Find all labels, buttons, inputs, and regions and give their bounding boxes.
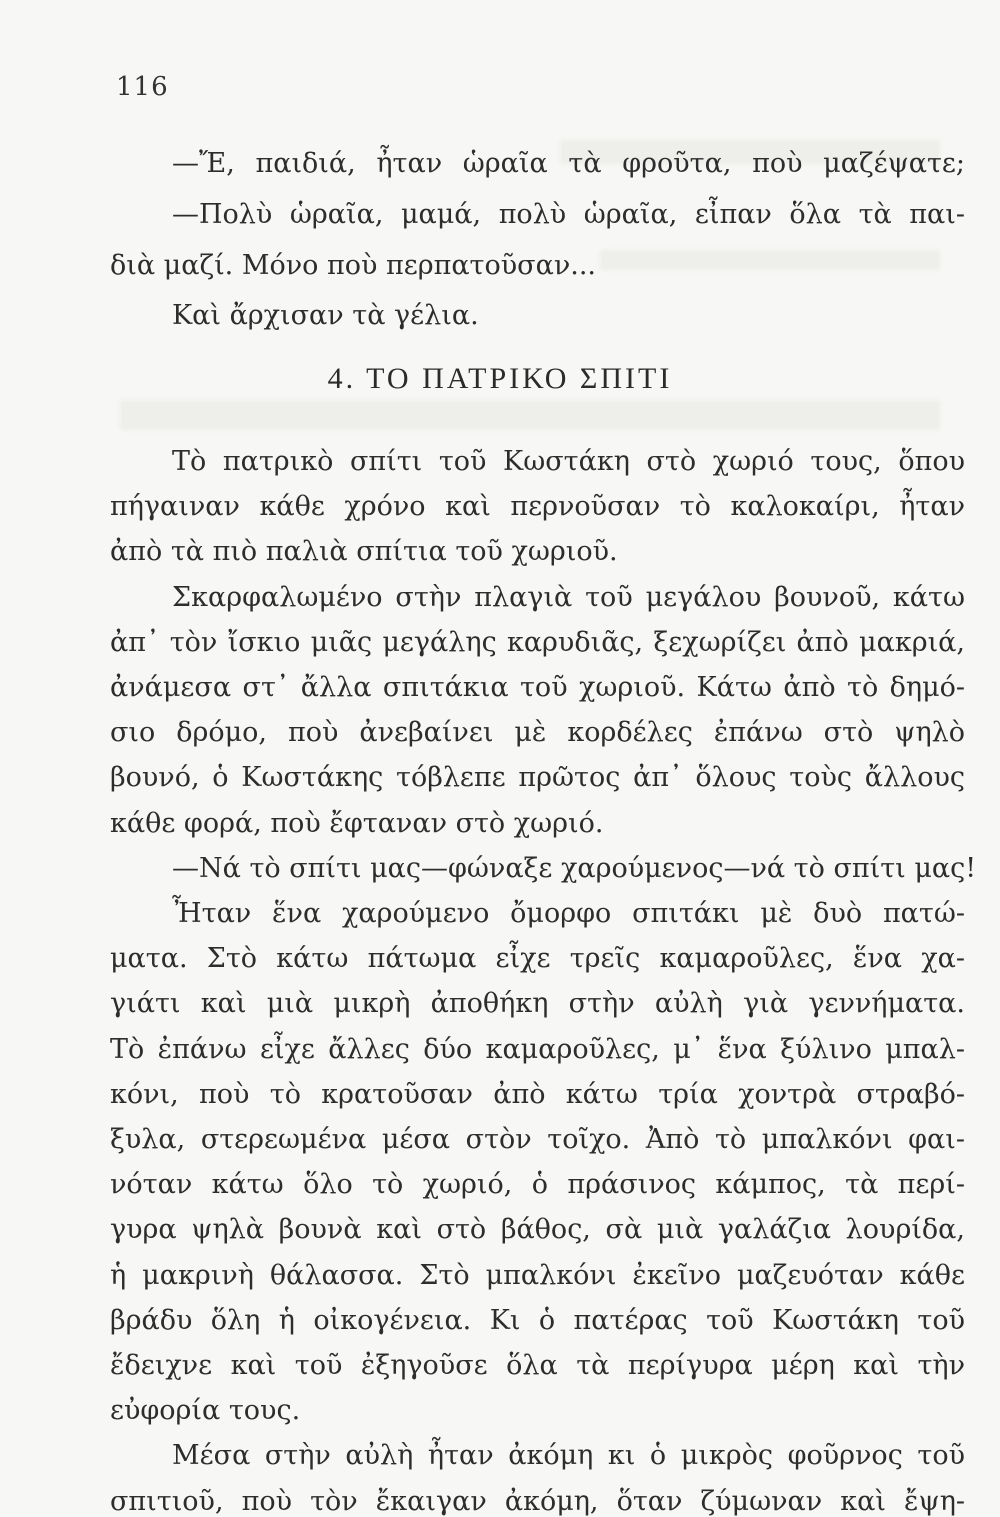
text-line: —Ἔ, παιδιά, ἦταν ὡραῖα τὰ φροῦτα, ποὺ μαζέψατε; (172, 148, 965, 179)
text-line: Ἦταν ἕνα χαρούμενο ὄμορφο σπιτάκι μὲ δυὸ πατώ- (172, 898, 965, 929)
text-line: ἀπὸ τὰ πιὸ παλιὰ σπίτια τοῦ χωριοῦ. (110, 536, 618, 567)
bleed-through-smudge (120, 400, 940, 430)
text-line: εὐφορία τους. (110, 1395, 301, 1426)
text-line: ἔδειχνε καὶ τοῦ ἐξηγοῦσε ὅλα τὰ περίγυρα μέρη καὶ τὴν (110, 1350, 965, 1381)
text-line: νόταν κάτω ὅλο τὸ χωριό, ὁ πράσινος κάμπος, τὰ περί- (110, 1169, 965, 1200)
text-line: —Νά τὸ σπίτι μας—φώναξε χαρούμενος—νά τὸ σπίτι μας! (172, 853, 977, 884)
text-line: ξυλα, στερεωμένα μέσα στὸν τοῖχο. Ἀπὸ τὸ μπαλκόνι φαι- (110, 1124, 965, 1155)
text-line: Καὶ ἄρχισαν τὰ γέλια. (172, 300, 479, 331)
text-line: βουνό, ὁ Κωστάκης τόβλεπε πρῶτος ἀπ᾽ ὅλους τοὺς ἄλλους (110, 762, 965, 793)
text-line: ἡ μακρινὴ θάλασσα. Στὸ μπαλκόνι ἐκεῖνο μαζευόταν κάθε (110, 1260, 965, 1291)
text-line: —Πολὺ ὡραῖα, μαμά, πολὺ ὡραῖα, εἶπαν ὅλα τὰ παι- (172, 199, 965, 230)
text-line: Τὸ πατρικὸ σπίτι τοῦ Κωστάκη στὸ χωριό τους, ὅπου (172, 446, 965, 477)
text-line: πήγαιναν κάθε χρόνο καὶ περνοῦσαν τὸ καλοκαίρι, ἦταν (110, 491, 965, 522)
text-line: βράδυ ὅλη ἡ οἰκογένεια. Κι ὁ πατέρας τοῦ Κωστάκη τοῦ (110, 1305, 965, 1336)
text-line: γυρα ψηλὰ βουνὰ καὶ στὸ βάθος, σὰ μιὰ γαλάζια λουρίδα, (110, 1214, 965, 1245)
page-number: 116 (116, 72, 169, 102)
text-line: Μέσα στὴν αὐλὴ ἦταν ἀκόμη κι ὁ μικρὸς φοῦρνος τοῦ (172, 1440, 965, 1471)
text-line: σπιτιοῦ, ποὺ τὸν ἔκαιγαν ἀκόμη, ὅταν ζύμωναν καὶ ἔψη- (110, 1486, 965, 1517)
text-line: κόνι, ποὺ τὸ κρατοῦσαν ἀπὸ κάτω τρία χοντρὰ στραβό- (110, 1079, 965, 1110)
chapter-title: 4. ΤΟ ΠΑΤΡΙΚΟ ΣΠΙΤΙ (327, 362, 673, 395)
text-line: κάθε φορά, ποὺ ἔφταναν στὸ χωριό. (110, 808, 604, 839)
text-line: Τὸ ἐπάνω εἶχε ἄλλες δύο καμαροῦλες, μ᾽ ἕνα ξύλινο μπαλ- (110, 1034, 965, 1065)
text-line: διὰ μαζί. Μόνο ποὺ περπατοῦσαν... (110, 250, 596, 281)
text-line: ματα. Στὸ κάτω πάτωμα εἶχε τρεῖς καμαροῦλες, ἕνα χα- (110, 943, 965, 974)
text-line: ἀπ᾽ τὸν ἴσκιο μιᾶς μεγάλης καρυδιᾶς, ξεχωρίζει ἀπὸ μακριά, (110, 627, 965, 658)
text-line: σιο δρόμο, ποὺ ἀνεβαίνει μὲ κορδέλες ἐπάνω στὸ ψηλὸ (110, 717, 965, 748)
text-line: Σκαρφαλωμένο στὴν πλαγιὰ τοῦ μεγάλου βουνοῦ, κάτω (172, 582, 965, 613)
text-line: ἀνάμεσα στ᾽ ἄλλα σπιτάκια τοῦ χωριοῦ. Κάτω ἀπὸ τὸ δημό- (110, 672, 965, 703)
text-line: γιάτι καὶ μιὰ μικρὴ ἀποθήκη στὴν αὐλὴ γιὰ γεννήματα. (110, 988, 965, 1019)
